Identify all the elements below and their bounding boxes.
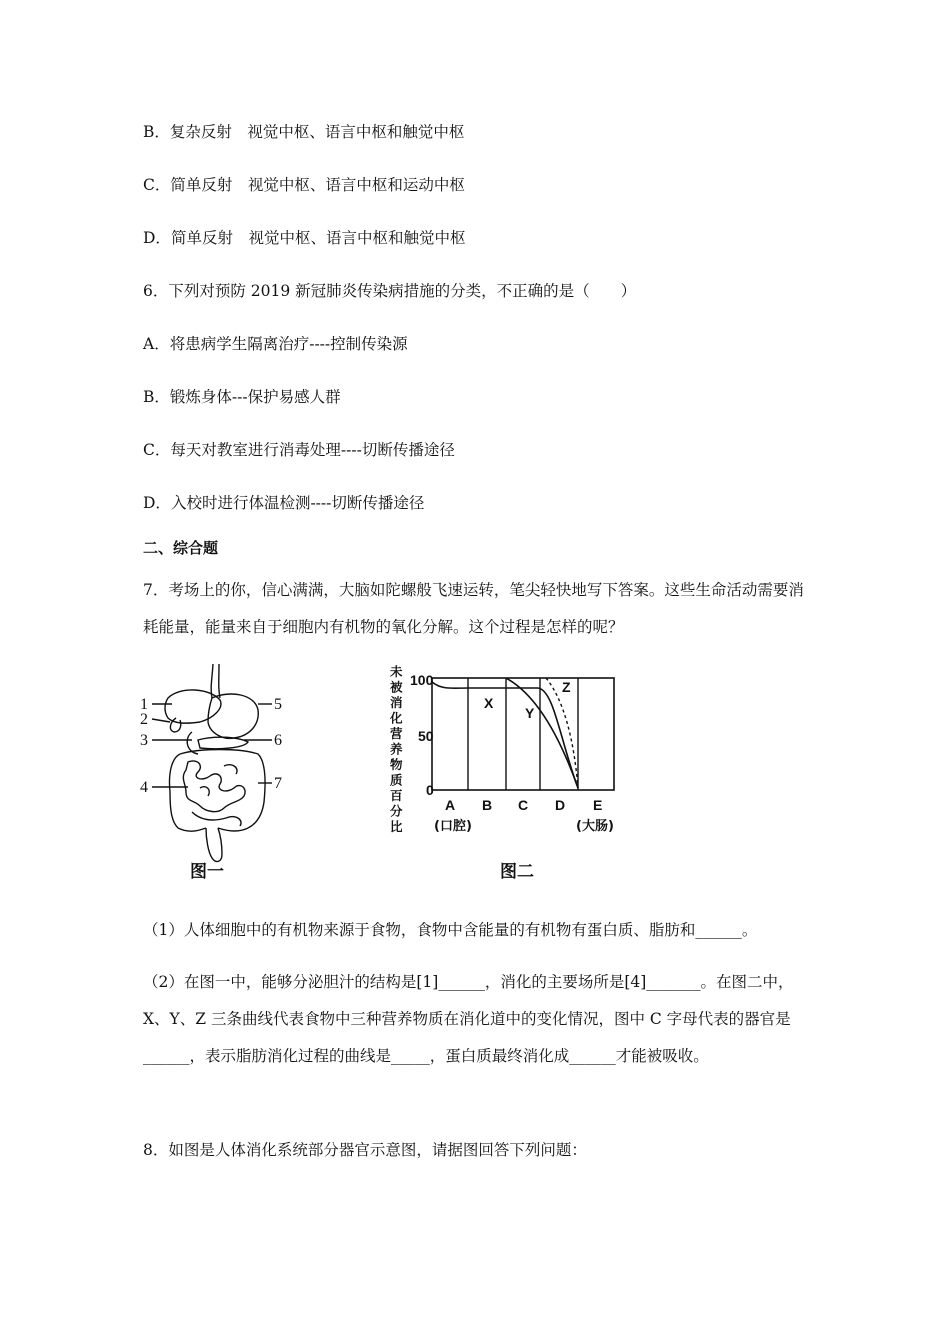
option-letter: A． [143,335,170,353]
q6-option-d [143,491,424,513]
x-tick-c: C [518,797,529,813]
option-text: 简单反射 视觉中枢、语言中枢和运动中枢 [170,176,465,194]
y-label-char: 质 [390,772,403,788]
option-text: 复杂反射 视觉中枢、语言中枢和触觉中枢 [169,123,465,141]
option-letter: D． [143,494,171,512]
q7-stem: 7．考场上的你，信心满满，大脑如陀螺般飞速运转，笔尖轻快地写下答案。这些生命活动需要消耗能量，能量来自于细胞内有机物的氧化分解。这个过程是怎样的呢？ [143,581,804,636]
q6-stem: 6．下列对预防 2019 新冠肺炎传染病措施的分类，不正确的是（ ） [143,282,637,300]
x-note-large-intestine: (大肠) [576,819,614,834]
option-letter: C． [143,176,171,194]
y-label-char: 比 [390,819,403,834]
q6-option-b [143,385,341,407]
label-4: 4 [140,779,148,796]
curve-label-y: Y [525,705,535,721]
x-tick-d: D [555,797,566,813]
x-tick-e: E [593,797,603,813]
q6-option-a [143,332,408,354]
curve-label-z: Z [562,679,571,695]
y-label-char: 分 [390,803,403,819]
y-label-char: 化 [390,710,403,726]
option-text: 简单反射 视觉中枢、语言中枢和触觉中枢 [170,229,466,247]
option-letter: B． [143,123,170,141]
y-label-char: 未 [390,664,403,679]
y-label-char: 养 [390,741,403,757]
digestion-curve-chart [388,660,648,845]
option-text: 将患病学生隔离治疗----控制传染源 [169,335,408,353]
figure-two [388,660,648,845]
option-text: 每天对教室进行消毒处理----切断传播途径 [170,441,455,459]
digestive-system-diagram [140,662,300,882]
y-tick-100: 100 [410,672,434,688]
y-axis-label [389,664,403,834]
q5-option-b [143,120,464,142]
q7-sub2: （2）在图一中，能够分泌胆汁的结构是[1]______，消化的主要场所是[4]_______。在图二中，X、Y、Z 三条曲线代表食物中三种营养物质在消化道中的变化情况，图中 C 字母代表的器官是______，表示脂肪消化过程的曲线是_____，蛋白质最终消化成______才能被吸收。 [143,973,794,1065]
option-text: 入校时进行体温检测----切断传播途径 [170,494,425,512]
figure-two-caption: 图二 [500,862,534,882]
y-label-char: 营 [390,726,403,741]
y-label-char: 物 [390,757,403,772]
q8-stem: 8．如图是人体消化系统部分器官示意图，请据图回答下列问题： [143,1141,587,1159]
y-label-char: 百 [390,788,403,803]
x-tick-a: A [445,797,456,813]
y-tick-50: 50 [418,728,434,744]
plot-frame [432,678,614,790]
label-2: 2 [140,711,148,728]
section-heading: 二、综合题 [143,539,219,557]
option-letter: B． [143,388,170,406]
y-label-char: 被 [390,679,403,695]
label-3: 3 [140,732,148,749]
label-5: 5 [274,696,282,713]
x-tick-b: B [482,797,493,813]
x-note-mouth: (口腔) [434,819,472,834]
q6-option-c [143,438,455,460]
curve-label-x: X [484,695,494,711]
option-letter: C． [143,441,171,459]
label-7: 7 [274,775,282,792]
figure-one [140,662,300,882]
option-text: 锻炼身体---保护易感人群 [169,388,341,406]
label-6: 6 [274,732,282,749]
q5-option-d [143,226,465,248]
option-letter: D． [143,229,171,247]
q5-option-c [143,173,465,195]
y-tick-0: 0 [426,782,434,798]
q7-sub1: （1）人体细胞中的有机物来源于食物，食物中含能量的有机物有蛋白质、脂肪和______。 [143,921,758,939]
label-1: 1 [140,696,148,713]
figure-one-caption: 图一 [190,862,224,882]
y-label-char: 消 [390,695,403,710]
